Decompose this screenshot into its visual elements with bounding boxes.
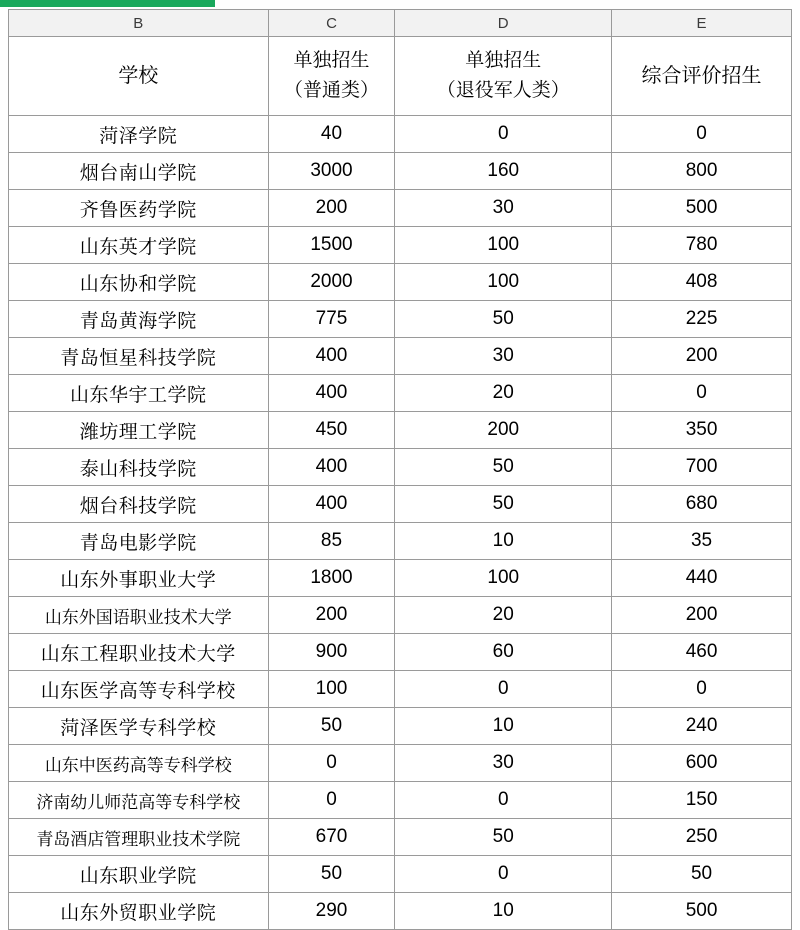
header-danzhao-tuiyi <box>395 37 612 116</box>
cell-school[interactable]: 山东工程职业技术大学 <box>9 634 269 671</box>
cell-zonghe[interactable]: 700 <box>612 449 792 486</box>
table-row <box>9 227 792 264</box>
column-letter-c[interactable]: C <box>268 10 395 37</box>
cell-school[interactable]: 山东英才学院 <box>9 227 269 264</box>
cell-school[interactable]: 济南幼儿师范高等专科学校 <box>9 782 269 819</box>
cell-zonghe[interactable]: 0 <box>612 671 792 708</box>
cell-school[interactable]: 山东外贸职业学院 <box>9 893 269 930</box>
cell-zonghe[interactable]: 408 <box>612 264 792 301</box>
cell-school[interactable]: 山东协和学院 <box>9 264 269 301</box>
column-letter-b[interactable]: B <box>9 10 269 37</box>
table-header-row <box>9 37 792 116</box>
cell-zonghe[interactable]: 240 <box>612 708 792 745</box>
cell-school[interactable]: 山东外事职业大学 <box>9 560 269 597</box>
admission-quota-table <box>8 9 792 930</box>
cell-zonghe[interactable]: 460 <box>612 634 792 671</box>
table-row <box>9 449 792 486</box>
top-progress-bar <box>0 0 215 7</box>
cell-danzhao-tuiyi[interactable]: 0 <box>395 782 612 819</box>
cell-danzhao-tuiyi[interactable]: 30 <box>395 190 612 227</box>
cell-school[interactable]: 烟台南山学院 <box>9 153 269 190</box>
cell-danzhao-putong[interactable]: 400 <box>268 486 395 523</box>
cell-danzhao-putong[interactable]: 670 <box>268 819 395 856</box>
cell-danzhao-putong[interactable]: 50 <box>268 708 395 745</box>
cell-danzhao-tuiyi[interactable]: 0 <box>395 856 612 893</box>
table-row <box>9 264 792 301</box>
table-row <box>9 338 792 375</box>
table-row <box>9 301 792 338</box>
cell-danzhao-putong[interactable]: 2000 <box>268 264 395 301</box>
cell-zonghe[interactable]: 50 <box>612 856 792 893</box>
table-row <box>9 893 792 930</box>
cell-school[interactable]: 山东外国语职业技术大学 <box>9 597 269 634</box>
cell-school[interactable]: 山东中医药高等专科学校 <box>9 745 269 782</box>
table-row <box>9 745 792 782</box>
cell-danzhao-putong[interactable]: 200 <box>268 597 395 634</box>
column-letter-d[interactable]: D <box>395 10 612 37</box>
cell-zonghe[interactable]: 35 <box>612 523 792 560</box>
cell-danzhao-tuiyi[interactable]: 160 <box>395 153 612 190</box>
cell-danzhao-putong[interactable]: 900 <box>268 634 395 671</box>
table-row <box>9 523 792 560</box>
cell-danzhao-tuiyi[interactable]: 100 <box>395 264 612 301</box>
cell-danzhao-tuiyi[interactable]: 100 <box>395 227 612 264</box>
cell-school[interactable]: 泰山科技学院 <box>9 449 269 486</box>
header-danzhao-putong-line1: 单独招生 <box>293 50 370 72</box>
cell-danzhao-tuiyi[interactable]: 20 <box>395 597 612 634</box>
table-row <box>9 819 792 856</box>
cell-zonghe[interactable]: 680 <box>612 486 792 523</box>
table-row <box>9 782 792 819</box>
column-letter-e[interactable]: E <box>612 10 792 37</box>
header-danzhao-tuiyi-line2: （退役军人类） <box>436 80 570 101</box>
cell-danzhao-tuiyi[interactable]: 50 <box>395 449 612 486</box>
table-row <box>9 116 792 153</box>
cell-school[interactable]: 菏泽医学专科学校 <box>9 708 269 745</box>
cell-danzhao-putong[interactable]: 50 <box>268 856 395 893</box>
header-danzhao-putong-line2: （普通类） <box>283 80 379 101</box>
cell-school[interactable]: 山东职业学院 <box>9 856 269 893</box>
cell-danzhao-tuiyi[interactable]: 200 <box>395 412 612 449</box>
cell-danzhao-tuiyi[interactable]: 50 <box>395 486 612 523</box>
header-school-line1: 学校 <box>118 64 159 87</box>
cell-school[interactable]: 山东华宇工学院 <box>9 375 269 412</box>
table-row <box>9 597 792 634</box>
cell-danzhao-putong[interactable]: 450 <box>268 412 395 449</box>
table-row <box>9 671 792 708</box>
cell-danzhao-tuiyi[interactable]: 10 <box>395 893 612 930</box>
header-zonghe <box>612 37 792 116</box>
cell-danzhao-putong[interactable]: 400 <box>268 449 395 486</box>
table-row <box>9 190 792 227</box>
cell-danzhao-tuiyi[interactable]: 30 <box>395 338 612 375</box>
cell-school[interactable]: 青岛电影学院 <box>9 523 269 560</box>
cell-zonghe[interactable]: 500 <box>612 893 792 930</box>
cell-zonghe[interactable]: 600 <box>612 745 792 782</box>
header-zonghe-line1: 综合评价招生 <box>641 64 762 87</box>
cell-danzhao-tuiyi[interactable]: 50 <box>395 819 612 856</box>
cell-zonghe[interactable]: 440 <box>612 560 792 597</box>
cell-danzhao-putong[interactable]: 290 <box>268 893 395 930</box>
cell-school[interactable]: 烟台科技学院 <box>9 486 269 523</box>
cell-school[interactable]: 菏泽学院 <box>9 116 269 153</box>
cell-school[interactable]: 青岛恒星科技学院 <box>9 338 269 375</box>
cell-danzhao-tuiyi[interactable]: 10 <box>395 523 612 560</box>
cell-danzhao-putong[interactable]: 775 <box>268 301 395 338</box>
cell-school[interactable]: 山东医学高等专科学校 <box>9 671 269 708</box>
table-row <box>9 708 792 745</box>
table-row <box>9 153 792 190</box>
top-progress-bar-track <box>215 0 800 7</box>
cell-danzhao-tuiyi[interactable]: 20 <box>395 375 612 412</box>
cell-danzhao-putong[interactable]: 400 <box>268 338 395 375</box>
cell-danzhao-putong[interactable]: 3000 <box>268 153 395 190</box>
cell-school[interactable]: 潍坊理工学院 <box>9 412 269 449</box>
cell-danzhao-putong[interactable]: 400 <box>268 375 395 412</box>
table-row <box>9 486 792 523</box>
cell-school[interactable]: 青岛酒店管理职业技术学院 <box>9 819 269 856</box>
cell-zonghe[interactable]: 350 <box>612 412 792 449</box>
cell-danzhao-tuiyi[interactable]: 30 <box>395 745 612 782</box>
table-row <box>9 412 792 449</box>
table-row <box>9 560 792 597</box>
cell-danzhao-putong[interactable]: 40 <box>268 116 395 153</box>
cell-zonghe[interactable]: 800 <box>612 153 792 190</box>
cell-school[interactable]: 齐鲁医药学院 <box>9 190 269 227</box>
cell-danzhao-tuiyi[interactable]: 0 <box>395 116 612 153</box>
cell-danzhao-putong[interactable]: 200 <box>268 190 395 227</box>
cell-danzhao-tuiyi[interactable]: 0 <box>395 671 612 708</box>
column-letter-row <box>9 10 792 37</box>
cell-zonghe[interactable]: 200 <box>612 338 792 375</box>
header-danzhao-tuiyi-line1: 单独招生 <box>465 50 542 72</box>
cell-zonghe[interactable]: 150 <box>612 782 792 819</box>
cell-danzhao-putong[interactable]: 1500 <box>268 227 395 264</box>
cell-danzhao-tuiyi[interactable]: 60 <box>395 634 612 671</box>
cell-zonghe[interactable]: 0 <box>612 116 792 153</box>
cell-zonghe[interactable]: 200 <box>612 597 792 634</box>
cell-danzhao-tuiyi[interactable]: 10 <box>395 708 612 745</box>
cell-zonghe[interactable]: 780 <box>612 227 792 264</box>
cell-danzhao-putong[interactable]: 1800 <box>268 560 395 597</box>
cell-danzhao-tuiyi[interactable]: 50 <box>395 301 612 338</box>
cell-zonghe[interactable]: 0 <box>612 375 792 412</box>
cell-zonghe[interactable]: 500 <box>612 190 792 227</box>
cell-danzhao-tuiyi[interactable]: 100 <box>395 560 612 597</box>
table-row <box>9 375 792 412</box>
cell-danzhao-putong[interactable]: 0 <box>268 745 395 782</box>
table-row <box>9 856 792 893</box>
cell-danzhao-putong[interactable]: 0 <box>268 782 395 819</box>
cell-danzhao-putong[interactable]: 85 <box>268 523 395 560</box>
cell-zonghe[interactable]: 250 <box>612 819 792 856</box>
header-school <box>9 37 269 116</box>
header-danzhao-putong <box>268 37 395 116</box>
table-row <box>9 634 792 671</box>
cell-school[interactable]: 青岛黄海学院 <box>9 301 269 338</box>
cell-zonghe[interactable]: 225 <box>612 301 792 338</box>
cell-danzhao-putong[interactable]: 100 <box>268 671 395 708</box>
